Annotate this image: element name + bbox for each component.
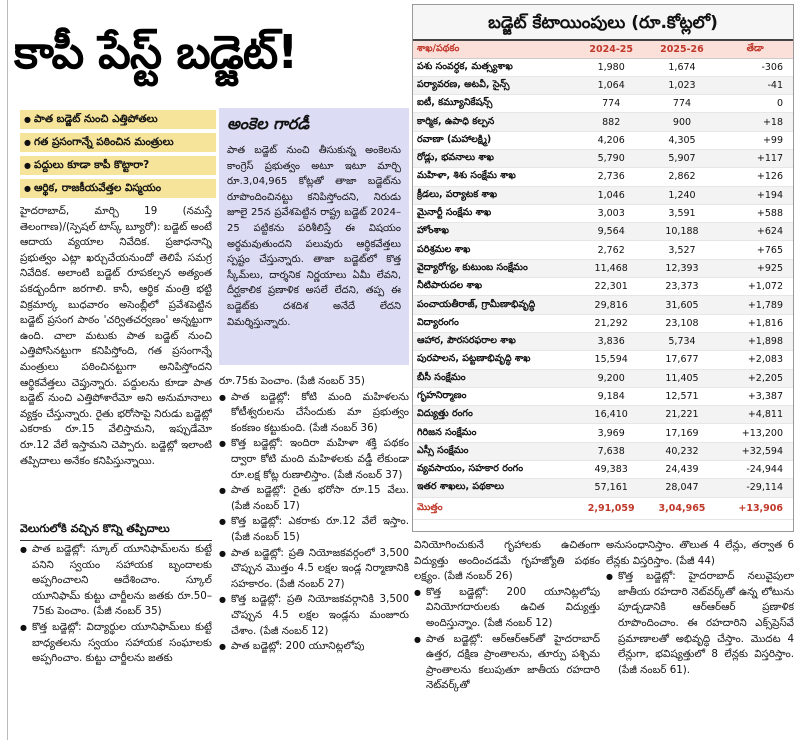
table-row	[413, 58, 793, 76]
cell-2024: 3,836	[576, 332, 647, 350]
comparison-item: ● కొత్త బడ్జెట్లో: ఇందిరా మహిళా శక్తి పథకం ద్వారా కోటి మంది మహిళలకు వడ్డీ లేకుండా రూ.లక్ష కోట్ల రుణాలిస్తాం. (పేజీ నంబర్ 37)	[219, 436, 409, 483]
table-row	[413, 296, 793, 314]
cell-dept: పురపాలన, పట్టణాభివృద్ధి శాఖ	[413, 351, 576, 369]
cell-2025: 31,605	[647, 296, 718, 314]
cell-diff: +1,816	[717, 314, 793, 332]
table-row	[413, 351, 793, 369]
cell-diff: +1,072	[717, 278, 793, 296]
total-cell-2024: 2,91,059	[576, 497, 647, 519]
table-row	[413, 424, 793, 442]
cell-2025: 17,169	[647, 424, 718, 442]
cell-2024: 49,383	[576, 461, 647, 479]
cell-dept: గృహనిర్మాణం	[413, 387, 576, 405]
cell-2024: 774	[576, 95, 647, 113]
cell-diff: +32,594	[717, 442, 793, 460]
cell-dept: ఎస్సీ సంక్షేమం	[413, 442, 576, 460]
cell-diff: +588	[717, 204, 793, 222]
cell-dept: క్రీడలు, పర్యాటక శాఖ	[413, 186, 576, 204]
cell-2025: 1,674	[647, 58, 718, 76]
cell-dept: పర్యావరణ, అటవీ, సైన్స్	[413, 76, 576, 94]
comparison-item: ● పాత బడ్జెట్లో: స్కూల్ యూనిఫామ్‌లను కుట్టే పనిని స్వయం సహాయక బృందాలకు అప్పగించాలని ఆదేశించాం. స్కూల్ యూనిఫామ్ కుట్టు చార్జీలను జతకు రూ.50–75కు పెంచాం. (పేజీ నంబర్ 35)	[20, 542, 212, 620]
cell-2024: 1,064	[576, 76, 647, 94]
sidebar-title: అంకెల గారడీ	[227, 114, 310, 133]
header-2024: 2024-25	[576, 41, 647, 58]
cell-diff: +3,387	[717, 387, 793, 405]
cell-diff: -306	[717, 58, 793, 76]
cell-2024: 3,003	[576, 204, 647, 222]
table-row	[413, 168, 793, 186]
cell-diff: +765	[717, 241, 793, 259]
highlight-bullet: ● పాత బడ్జెట్ నుంచి ఎత్తిపోతలు	[20, 110, 216, 129]
cell-2024: 1,980	[576, 58, 647, 76]
cell-2025: 11,405	[647, 369, 718, 387]
cell-2025: 23,373	[647, 278, 718, 296]
table-row	[413, 406, 793, 424]
table-row	[413, 442, 793, 460]
cell-2024: 9,184	[576, 387, 647, 405]
cell-diff: +18	[717, 113, 793, 131]
total-cell-diff: +13,906	[717, 497, 793, 519]
table-row	[413, 369, 793, 387]
comparison-item: ● కొత్త బడ్జెట్లో: ఎకరాకు రూ.12 వేలే ఇస్తాం. (పేజీ నంబర్ 15)	[219, 514, 409, 545]
cell-diff: +1,789	[717, 296, 793, 314]
table-row	[413, 461, 793, 479]
cell-dept: పరిశ్రమల శాఖ	[413, 241, 576, 259]
cell-2024: 9,200	[576, 369, 647, 387]
cell-diff: +925	[717, 259, 793, 277]
cell-diff: -41	[717, 76, 793, 94]
table-row	[413, 278, 793, 296]
table-row	[413, 479, 793, 497]
budget-table	[413, 41, 793, 520]
cell-2025: 5,907	[647, 149, 718, 167]
cell-diff: +2,083	[717, 351, 793, 369]
highlight-bullet: ● పద్దులు కూడా కాపీ కొట్టారా?	[20, 156, 216, 175]
table-header-row	[413, 41, 793, 58]
cell-dept: ఇతర శాఖలు, పథకాలు	[413, 479, 576, 497]
cell-dept: హోంశాఖ	[413, 223, 576, 241]
cell-2025: 12,571	[647, 387, 718, 405]
article-body	[20, 204, 212, 516]
cell-2025: 1,023	[647, 76, 718, 94]
comparison-item: ● కొత్త బడ్జెట్లో: 200 యూనిట్లలోపు వినియోగదారులకు ఉచిత విద్యుత్తు అందిస్తున్నాం. (పేజీ నంబర్ 12)	[414, 585, 600, 632]
cell-2025: 23,108	[647, 314, 718, 332]
cell-2025: 4,305	[647, 131, 718, 149]
cell-dept: రోడ్లు, భవనాలు శాఖ	[413, 149, 576, 167]
cell-dept: విద్యుత్తు రంగం	[413, 406, 576, 424]
cell-2025: 17,677	[647, 351, 718, 369]
cell-2024: 11,468	[576, 259, 647, 277]
table-title: బడ్జెట్ కేటాయింపులు (రూ.కోట్లలో)	[413, 5, 793, 41]
cell-diff: +2,205	[717, 369, 793, 387]
cell-diff: 0	[717, 95, 793, 113]
header-2025: 2025-26	[647, 41, 718, 58]
cell-2024: 16,410	[576, 406, 647, 424]
highlight-bullet: ● ఆర్థిక, రాజకీయవేత్తల విస్మయం	[20, 179, 216, 198]
cell-2024: 5,790	[576, 149, 647, 167]
cell-dept: మహిళా, శిశు సంక్షేమ శాఖ	[413, 168, 576, 186]
cell-diff: +194	[717, 186, 793, 204]
cell-2025: 10,188	[647, 223, 718, 241]
cell-dept: రవాణా (మహాలక్ష్మి)	[413, 131, 576, 149]
comparison-item: ● పాత బడ్జెట్లో: ఆర్ఆర్ఆర్‌తో హైదరాబాద్ ఉత్తర, దక్షిణ ప్రాంతాలను, తూర్పు పశ్చిమ ప్రాంతాలను కలుపుతూ జాతీయ రహదారి నెట్‌వర్క్‌తో	[414, 632, 600, 694]
cell-2024: 9,564	[576, 223, 647, 241]
cell-2024: 29,816	[576, 296, 647, 314]
cell-dept: గిరిజన సంక్షేమం	[413, 424, 576, 442]
cell-diff: +126	[717, 168, 793, 186]
column-3-list	[414, 538, 600, 738]
cell-dept: వైద్యారోగ్య, కుటుంబ సంక్షేమం	[413, 259, 576, 277]
cell-diff: -29,114	[717, 479, 793, 497]
cell-2024: 882	[576, 113, 647, 131]
comparison-item: ● కొత్త బడ్జెట్లో: విద్యార్థుల యూనిఫామ్‌లు కుట్టే బాధ్యతలను స్వయం సహాయక సంఘాలకు అప్పగించాం. కుట్టు చార్జీలను జతకు	[20, 620, 212, 667]
total-cell-dept: మొత్తం	[413, 497, 576, 519]
cell-2025: 12,393	[647, 259, 718, 277]
sidebar-body: పాత బడ్జెట్ నుంచి తీసుకున్న అంకెలను కాంగ్రెస్ ప్రభుత్వం అటూ ఇటూ మార్చి రూ.3,04,965 కోట్లతో తాజా బడ్జెట్‌ను రూపొందించినట్టు కనిపిస్తోందని, నిరుడు జూలై 25న ప్రవేశపెట్టిన రాష్ట్ర బడ్జెట్ 2024–25 పట్టికను పరిశీలిస్తే ఈ విషయం అర్థమవుతుందని పలువురు ఆర్థికవేత్తలు స్పష్టం చేస్తున్నారు. తాజా బడ్జెట్‌లో కొత్త స్కీమ్‌లు, దార్శనిక నిర్ణయాలు ఏమీ లేవని, దీర్ఘకాలిక ప్రణాళిక అసలే లేదని, తప్ప ఈ బడ్జెట్‌కు దశ‌దిశ అనేదే లేదని విమర్శిస్తున్నారు.	[227, 145, 401, 328]
table-row	[413, 259, 793, 277]
table-row	[413, 332, 793, 350]
sidebar-box	[219, 108, 409, 365]
cell-2024: 57,161	[576, 479, 647, 497]
cell-2025: 3,527	[647, 241, 718, 259]
cell-diff: +117	[717, 149, 793, 167]
table-row	[413, 387, 793, 405]
comparison-item: ● పాత బడ్జెట్లో: 200 యూనిట్లలోపు	[219, 639, 409, 655]
highlight-bullets	[20, 110, 216, 198]
page-edge-rule	[7, 0, 8, 740]
article-paragraph: హైదరాబాద్, మార్చి 19 (నమస్తే తెలంగాణ)/(స్పెషల్ టాస్క్ బ్యూరో): బడ్జెట్ అంటే ఆదాయ వ్యయాల నివేదిక. ప్రజాధనాన్ని ప్రభుత్వం ఎట్లా ఖర్చుచేయనుందో తెలిపే సమగ్ర నివేదిక. అలాంటి బడ్జెట్ రూపకల్పన అత్యంత పకడ్బందీగా జరగాలి. కానీ, ఆర్థిక మంత్రి భట్టి విక్రమార్క బుధవారం అసెంబ్లీలో ప్రవేశపెట్టిన బడ్జెట్ ప్రసంగ పాఠం 'చర్వితచర్వణం' అన్నట్టుగా ఉంది. చాలా మటుకు పాత బడ్జెట్ నుంచి ఎత్తిపోసినట్టుగా కనిపిస్తోంది, గత ప్రసంగాన్నే మంత్రులు పఠించినట్టుగా అనిపిస్తోందని ఆర్థికవేత్తలు చెప్తున్నారు. పద్దులను కూడా పాత బడ్జెట్ నుంచి ఎత్తిపోశారేమో అని అనుమానాలు వ్యక్తం చేస్తున్నారు. రైతు భరోసాపై నిరుడు బడ్జెట్లో ఎకరాకు రూ.15 వేలిస్తామని, ఇప్పుడేమో రూ.12 వేలే ఇస్తామని చెప్పారు. బడ్జెట్లో ఇలాంటి తప్పిదాలు అనేకం కనిపిస్తున్నాయి.	[20, 205, 212, 467]
column-4-list	[606, 538, 794, 738]
cell-dept: విద్యారంగం	[413, 314, 576, 332]
cell-2025: 28,047	[647, 479, 718, 497]
comparison-item: ● పాత బడ్జెట్లో: ప్రతి నియోజకవర్గంలో 3,500 చొప్పున మొత్తం 4.5 లక్షల ఇండ్ల నిర్మాణానికి సహకారం. (పేజీ నంబర్ 27)	[219, 546, 409, 593]
cell-2025: 24,439	[647, 461, 718, 479]
cell-2025: 40,232	[647, 442, 718, 460]
cell-2025: 900	[647, 113, 718, 131]
cell-diff: +1,898	[717, 332, 793, 350]
cell-2025: 1,240	[647, 186, 718, 204]
cell-2024: 22,301	[576, 278, 647, 296]
table-total-row	[413, 497, 793, 519]
continued-text: రూ.75కు పెంచాం. (పేజీ నంబర్ 35)	[219, 375, 365, 387]
cell-dept: ఐటీ, కమ్యూనికేషన్స్	[413, 95, 576, 113]
mistakes-subhead: వెలుగులోకి వచ్చిన కొన్ని తప్పిదాలు	[20, 522, 212, 541]
cell-2024: 1,046	[576, 186, 647, 204]
cell-dept: బీసీ సంక్షేమం	[413, 369, 576, 387]
table-row	[413, 186, 793, 204]
table-row	[413, 149, 793, 167]
table-row	[413, 113, 793, 131]
continued-text: అనుసంధానిస్తాం. తొలుత 4 లేన్లు, తర్వాత 6 లేన్లకు విస్తరిస్తాం. (పేజీ 44)	[606, 539, 794, 567]
cell-2025: 774	[647, 95, 718, 113]
cell-2024: 4,206	[576, 131, 647, 149]
column-1-list	[20, 542, 212, 738]
table-row	[413, 314, 793, 332]
cell-dept: పశు సంవర్ధక, మత్స్యశాఖ	[413, 58, 576, 76]
comparison-item: ● పాత బడ్జెట్లో: రైతు భరోసా రూ.15 వేలు. (పేజీ నంబర్ 17)	[219, 483, 409, 514]
highlight-bullet: ● గత ప్రసంగాన్నే పఠించిన మంత్రులు	[20, 133, 216, 152]
cell-2024: 2,736	[576, 168, 647, 186]
table-row	[413, 131, 793, 149]
table-row	[413, 241, 793, 259]
cell-diff: +13,200	[717, 424, 793, 442]
cell-2025: 2,862	[647, 168, 718, 186]
cell-2025: 3,591	[647, 204, 718, 222]
cell-2025: 21,221	[647, 406, 718, 424]
comparison-item: ● కొత్త బడ్జెట్లో: హైదరాబాద్ నలువైపులా జాతీయ రహదారి నెట్‌వర్క్‌తో ఉన్న లోటును పూడ్చడానికి ఆర్ఆర్ఆర్ ప్రణాళిక రూపొందించాం. ఈ రహదారిని ఎక్స్‌ప్రెస్‌వే ప్రమాణాలతో అభివృద్ధి చేస్తాం. మొదట 4 లేన్లుగా, భవిష్యత్తులో 8 లేన్లకు విస్తరిస్తాం. (పేజీ నంబర్ 61).	[606, 569, 794, 678]
cell-dept: ఆహార, పౌరసరఫరాల శాఖ	[413, 332, 576, 350]
total-cell-2025: 3,04,965	[647, 497, 718, 519]
table-row	[413, 95, 793, 113]
table-row	[413, 223, 793, 241]
cell-2024: 15,594	[576, 351, 647, 369]
cell-dept: కార్మిక, ఉపాధి కల్పన	[413, 113, 576, 131]
column-2-list	[219, 374, 409, 738]
header-dept: శాఖ/పథకం	[413, 41, 576, 58]
comparison-item: ● కొత్త బడ్జెట్లో: ప్రతి నియోజకవర్గానికి 3,500 చొప్పున 4.5 లక్షల ఇండ్లను మంజూరు చేశాం. (పేజీ నంబర్ 12)	[219, 592, 409, 639]
cell-2024: 2,762	[576, 241, 647, 259]
cell-2024: 3,969	[576, 424, 647, 442]
table-row	[413, 204, 793, 222]
cell-dept: మైనార్టీ సంక్షేమ శాఖ	[413, 204, 576, 222]
cell-dept: పంచాయతీరాజ్, గ్రామీణాభివృద్ధి	[413, 296, 576, 314]
cell-diff: +99	[717, 131, 793, 149]
cell-dept: నీటిపారుదల శాఖ	[413, 278, 576, 296]
table-row	[413, 76, 793, 94]
cell-diff: -24,944	[717, 461, 793, 479]
comparison-item: ● పాత బడ్జెట్లో: కోటి మంది మహిళలను కోటీశ్వరులను చేసేందుకు మా ప్రభుత్వం కంకణం కట్టుకుంది. (పేజీ నంబర్ 36)	[219, 390, 409, 437]
header-diff: తేడా	[717, 41, 793, 58]
cell-diff: +624	[717, 223, 793, 241]
continued-text: వినియోగించుకునే గృహాలకు ఉచితంగా విద్యుత్తు అందించడమే గృహజ్యోతి పథకం లక్ష్యం. (పేజీ నంబర్ 26)	[414, 539, 600, 583]
cell-diff: +4,811	[717, 406, 793, 424]
headline: కాపీ పేస్ట్ బడ్జెట్!	[14, 25, 298, 79]
budget-table-box	[412, 4, 794, 532]
cell-dept: వ్యవసాయం, సహకార రంగం	[413, 461, 576, 479]
cell-2025: 5,734	[647, 332, 718, 350]
cell-2024: 21,292	[576, 314, 647, 332]
cell-2024: 7,638	[576, 442, 647, 460]
